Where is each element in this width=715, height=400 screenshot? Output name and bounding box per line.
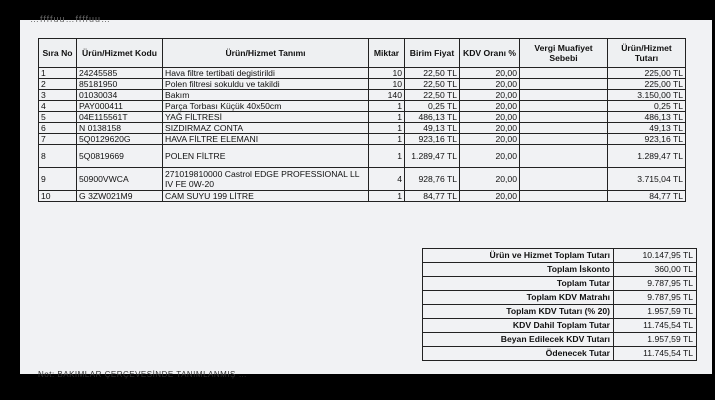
row-reason bbox=[520, 79, 608, 90]
row-qty: 1 bbox=[369, 191, 405, 202]
totals-value: 9.787,95 TL bbox=[614, 277, 697, 291]
totals-value: 1.957,59 TL bbox=[614, 333, 697, 347]
totals-row bbox=[423, 263, 697, 277]
row-qty: 1 bbox=[369, 134, 405, 145]
row-total: 225,00 TL bbox=[608, 68, 686, 79]
row-vat: 20,00 bbox=[460, 79, 520, 90]
row-price: 486,13 TL bbox=[405, 112, 460, 123]
row-reason bbox=[520, 101, 608, 112]
row-vat: 20,00 bbox=[460, 68, 520, 79]
totals-label: Beyan Edilecek KDV Tutarı bbox=[423, 333, 614, 347]
row-code: 5Q0129620G bbox=[77, 134, 163, 145]
row-qty: 140 bbox=[369, 90, 405, 101]
col-header-muafiyet: Vergi Muafiyet Sebebi bbox=[520, 39, 608, 68]
row-vat: 20,00 bbox=[460, 191, 520, 202]
row-qty: 10 bbox=[369, 79, 405, 90]
row-price: 22,50 TL bbox=[405, 79, 460, 90]
row-code: 50900VWCA bbox=[77, 168, 163, 191]
row-code: PAY000411 bbox=[77, 101, 163, 112]
totals-row bbox=[423, 291, 697, 305]
totals-value: 9.787,95 TL bbox=[614, 291, 697, 305]
col-header-tutar: Ürün/Hizmet Tutarı bbox=[608, 39, 686, 68]
row-desc: POLEN FİLTRE bbox=[163, 145, 369, 168]
row-price: 1.289,47 TL bbox=[405, 145, 460, 168]
totals-value: 360,00 TL bbox=[614, 263, 697, 277]
row-code: 85181950 bbox=[77, 79, 163, 90]
row-price: 928,76 TL bbox=[405, 168, 460, 191]
table-row bbox=[39, 68, 686, 79]
row-qty: 1 bbox=[369, 101, 405, 112]
col-header-tanim: Ürün/Hizmet Tanımı bbox=[163, 39, 369, 68]
row-total: 0,25 TL bbox=[608, 101, 686, 112]
row-price: 22,50 TL bbox=[405, 68, 460, 79]
row-code: 01030034 bbox=[77, 90, 163, 101]
row-desc: YAĞ FİLTRESİ bbox=[163, 112, 369, 123]
row-total: 84,77 TL bbox=[608, 191, 686, 202]
totals-label: Ödenecek Tutar bbox=[423, 347, 614, 361]
row-code: N 0138158 bbox=[77, 123, 163, 134]
row-desc: SIZDIRMAZ CONTA bbox=[163, 123, 369, 134]
row-qty: 1 bbox=[369, 112, 405, 123]
table-row bbox=[39, 134, 686, 145]
row-total: 225,00 TL bbox=[608, 79, 686, 90]
row-reason bbox=[520, 90, 608, 101]
row-vat: 20,00 bbox=[460, 90, 520, 101]
row-no: 9 bbox=[39, 168, 77, 191]
row-vat: 20,00 bbox=[460, 168, 520, 191]
table-row bbox=[39, 112, 686, 123]
row-price: 22,50 TL bbox=[405, 90, 460, 101]
totals-row bbox=[423, 277, 697, 291]
row-no: 4 bbox=[39, 101, 77, 112]
row-total: 49,13 TL bbox=[608, 123, 686, 134]
totals-row bbox=[423, 347, 697, 361]
row-qty: 10 bbox=[369, 68, 405, 79]
totals-label: Toplam KDV Tutarı (% 20) bbox=[423, 305, 614, 319]
totals-row bbox=[423, 319, 697, 333]
col-header-fiyat: Birim Fiyat bbox=[405, 39, 460, 68]
row-code: 04E115561T bbox=[77, 112, 163, 123]
table-row bbox=[39, 168, 686, 191]
row-reason bbox=[520, 134, 608, 145]
row-total: 3.150,00 TL bbox=[608, 90, 686, 101]
col-header-miktar: Miktar bbox=[369, 39, 405, 68]
cut-off-top-text: …ffffuu…ffffuu… bbox=[30, 14, 112, 24]
table-row bbox=[39, 90, 686, 101]
table-row bbox=[39, 145, 686, 168]
invoice-totals-table bbox=[422, 248, 697, 361]
row-price: 923,16 TL bbox=[405, 134, 460, 145]
table-row bbox=[39, 101, 686, 112]
row-code: G 3ZW021M9 bbox=[77, 191, 163, 202]
row-no: 3 bbox=[39, 90, 77, 101]
row-no: 6 bbox=[39, 123, 77, 134]
row-desc: CAM SUYU 199 LİTRE bbox=[163, 191, 369, 202]
table-row bbox=[39, 79, 686, 90]
totals-value: 10.147,95 TL bbox=[614, 249, 697, 263]
row-code: 24245585 bbox=[77, 68, 163, 79]
totals-label: Toplam İskonto bbox=[423, 263, 614, 277]
totals-value: 1.957,59 TL bbox=[614, 305, 697, 319]
row-total: 1.289,47 TL bbox=[608, 145, 686, 168]
totals-label: Ürün ve Hizmet Toplam Tutarı bbox=[423, 249, 614, 263]
totals-label: KDV Dahil Toplam Tutar bbox=[423, 319, 614, 333]
row-reason bbox=[520, 168, 608, 191]
col-header-kdv: KDV Oranı % bbox=[460, 39, 520, 68]
row-desc: Hava filtre tertibati degistirildi bbox=[163, 68, 369, 79]
col-header-kod: Ürün/Hizmet Kodu bbox=[77, 39, 163, 68]
row-desc: Bakım bbox=[163, 90, 369, 101]
row-reason bbox=[520, 112, 608, 123]
row-vat: 20,00 bbox=[460, 123, 520, 134]
row-no: 1 bbox=[39, 68, 77, 79]
row-qty: 1 bbox=[369, 145, 405, 168]
row-desc: Parça Torbası Küçük 40x50cm bbox=[163, 101, 369, 112]
row-qty: 4 bbox=[369, 168, 405, 191]
row-desc: 271019810000 Castrol EDGE PROFESSIONAL LL IV FE 0W-20 bbox=[163, 168, 369, 191]
row-reason bbox=[520, 191, 608, 202]
totals-label: Toplam Tutar bbox=[423, 277, 614, 291]
row-no: 8 bbox=[39, 145, 77, 168]
row-total: 486,13 TL bbox=[608, 112, 686, 123]
row-desc: HAVA FİLTRE ELEMANI bbox=[163, 134, 369, 145]
totals-row bbox=[423, 333, 697, 347]
row-price: 49,13 TL bbox=[405, 123, 460, 134]
bottom-note: Not: BAKIMLAR ÇERÇEVESİNDE TANIMLANMIŞ … bbox=[38, 370, 248, 379]
row-no: 2 bbox=[39, 79, 77, 90]
table-header-row bbox=[39, 39, 686, 68]
totals-row bbox=[423, 305, 697, 319]
row-reason bbox=[520, 68, 608, 79]
row-vat: 20,00 bbox=[460, 101, 520, 112]
row-desc: Polen filtresi sokuldu ve takildi bbox=[163, 79, 369, 90]
row-vat: 20,00 bbox=[460, 112, 520, 123]
invoice-items-table bbox=[38, 38, 686, 202]
totals-value: 11.745,54 TL bbox=[614, 319, 697, 333]
totals-value: 11.745,54 TL bbox=[614, 347, 697, 361]
row-vat: 20,00 bbox=[460, 134, 520, 145]
row-price: 0,25 TL bbox=[405, 101, 460, 112]
invoice-paper bbox=[20, 14, 712, 379]
row-code: 5Q0819669 bbox=[77, 145, 163, 168]
row-price: 84,77 TL bbox=[405, 191, 460, 202]
totals-label: Toplam KDV Matrahı bbox=[423, 291, 614, 305]
row-qty: 1 bbox=[369, 123, 405, 134]
table-row bbox=[39, 123, 686, 134]
row-reason bbox=[520, 123, 608, 134]
row-no: 10 bbox=[39, 191, 77, 202]
totals-row bbox=[423, 249, 697, 263]
row-no: 5 bbox=[39, 112, 77, 123]
row-no: 7 bbox=[39, 134, 77, 145]
row-vat: 20,00 bbox=[460, 145, 520, 168]
table-row bbox=[39, 191, 686, 202]
row-reason bbox=[520, 145, 608, 168]
col-header-sira: Sıra No bbox=[39, 39, 77, 68]
row-total: 923,16 TL bbox=[608, 134, 686, 145]
row-total: 3.715,04 TL bbox=[608, 168, 686, 191]
